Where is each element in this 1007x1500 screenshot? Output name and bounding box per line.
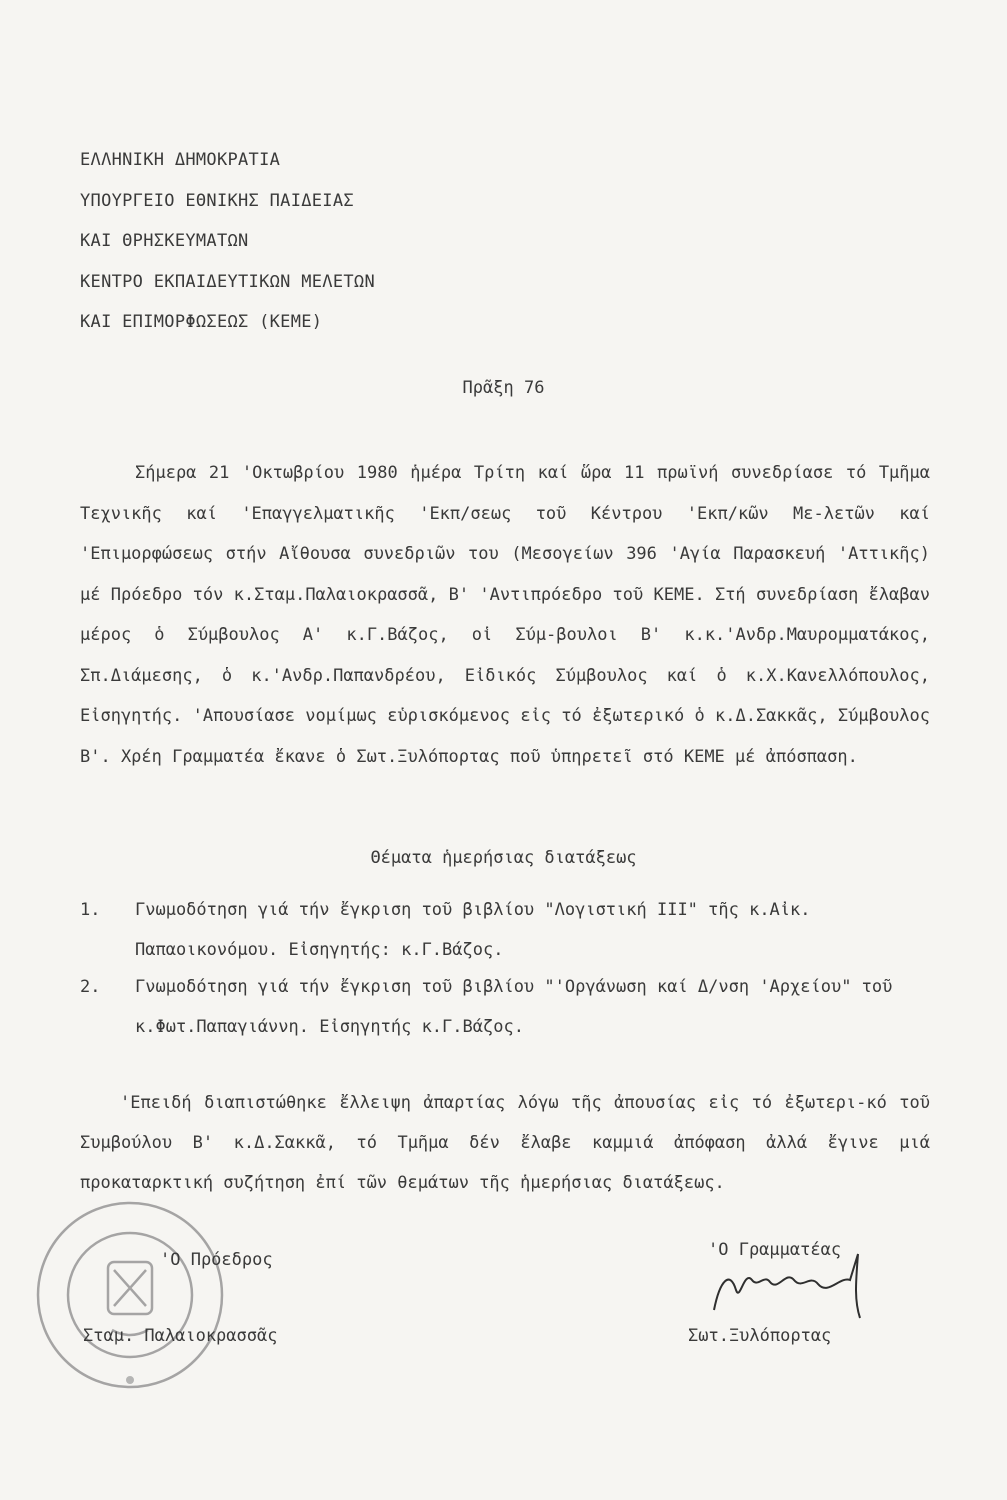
letterhead-line: ΕΛΛΗΝΙΚΗ ΔΗΜΟΚΡΑΤΙΑ (80, 150, 281, 170)
agenda-item-text: Γνωμοδότηση γιά τήν ἔγκριση τοῦ βιβλίου "Λογιστική ΙΙΙ" τῆς κ.Αἰκ. Παπαοικονόμου. Εἰσηγητής: κ.Γ.Βάζος. (135, 900, 811, 960)
agenda-item (80, 967, 930, 1047)
agenda-item-number: 1. (80, 900, 101, 920)
agenda-title: Θέματα ἡμερήσιας διατάξεως (370, 848, 637, 868)
letterhead-line: ΚΑΙ ΘΡΗΣΚΕΥΜΑΤΩΝ (80, 231, 249, 251)
act-title: Πρᾶξη 76 (462, 378, 545, 398)
agenda-item-text: Γνωμοδότηση γιά τήν ἔγκριση τοῦ βιβλίου "'Οργάνωση καί Δ/νση 'Αρχείου" τοῦ κ.Φωτ.Παπαγιάννη. Εἰσηγητής κ.Γ.Βάζος. (135, 977, 893, 1037)
letterhead-line: ΚΑΙ ΕΠΙΜΟΡΦΩΣΕΩΣ (ΚΕΜΕ) (80, 312, 323, 332)
president-name: Σταμ. Παλαιοκρασσᾶς (83, 1326, 278, 1346)
closing-statement (80, 1083, 930, 1203)
closing-paragraph: 'Επειδή διαπιστώθηκε ἔλλειψη ἀπαρτίας λόγω τῆς ἀπουσίας εἰς τό ἐξωτερι-κό τοῦ Συμβούλου Β' κ.Δ.Σακκᾶ, τό Τμῆμα δέν ἔλαβε καμμιά ἀπόφαση ἀλλά ἔγινε μιά προκαταρκτική συζήτηση ἐπί τῶν θεμάτων τῆς ἡμερήσιας διατάξεως. (80, 1093, 930, 1193)
secretary-role: 'Ο Γραμματέας (708, 1240, 842, 1260)
letterhead-line: ΚΕΝΤΡΟ ΕΚΠΑΙΔΕΥΤΙΚΩΝ ΜΕΛΕΤΩΝ (80, 271, 375, 292)
letterhead (80, 140, 375, 343)
agenda-item-number: 2. (80, 977, 101, 997)
letterhead-line: ΥΠΟΥΡΓΕΙΟ ΕΘΝΙΚΗΣ ΠΑΙΔΕΙΑΣ (80, 190, 354, 211)
minutes-body (80, 453, 930, 777)
secretary-name: Σωτ.Ξυλόπορτας (688, 1326, 832, 1346)
official-stamp (30, 1190, 230, 1400)
minutes-paragraph: Σήμερα 21 'Οκτωβρίου 1980 ἡμέρα Τρίτη καί ὥρα 11 πρωϊνή συνεδρίασε τό Τμῆμα Τεχνικῆς καί 'Επαγγελματικῆς 'Εκπ/σεως τοῦ Κέντρου 'Εκπ/κῶν Με-λετῶν καί 'Επιμορφώσεως στήν Αἴθουσα συνεδριῶν του (Μεσογείων 396 'Αγία Παρασκευή 'Αττικῆς) μέ Πρόεδρο τόν κ.Σταμ.Παλαιοκρασσᾶ, Β' 'Αντιπρόεδρο τοῦ ΚΕΜΕ. Στή συνεδρίαση ἔλαβαν μέρος ὁ Σύμβουλος Α' κ.Γ.Βάζος, οἱ Σύμ-βουλοι Β' κ.κ.'Ανδρ.Μαυρομματάκος, Σπ.Διάμεσης, ὁ κ.'Ανδρ.Παπανδρέου, Εἰδικός Σύμβουλος καί ὁ κ.Χ.Κανελλόπουλος, Εἰσηγητής. 'Απουσίασε νομίμως εὑρισκόμενος εἰς τό ἐξωτερικό ὁ κ.Δ.Σακκᾶς, Σύμβουλος Β'. Χρέη Γραμματέα ἔκανε ὁ Σωτ.Ξυλόπορτας ποῦ ὑπηρετεῖ στό ΚΕΜΕ μέ ἀπόσπαση. (80, 463, 930, 767)
handwritten-signature (700, 1240, 890, 1330)
president-role: 'Ο Πρόεδρος (160, 1250, 273, 1270)
agenda-item (80, 890, 930, 970)
